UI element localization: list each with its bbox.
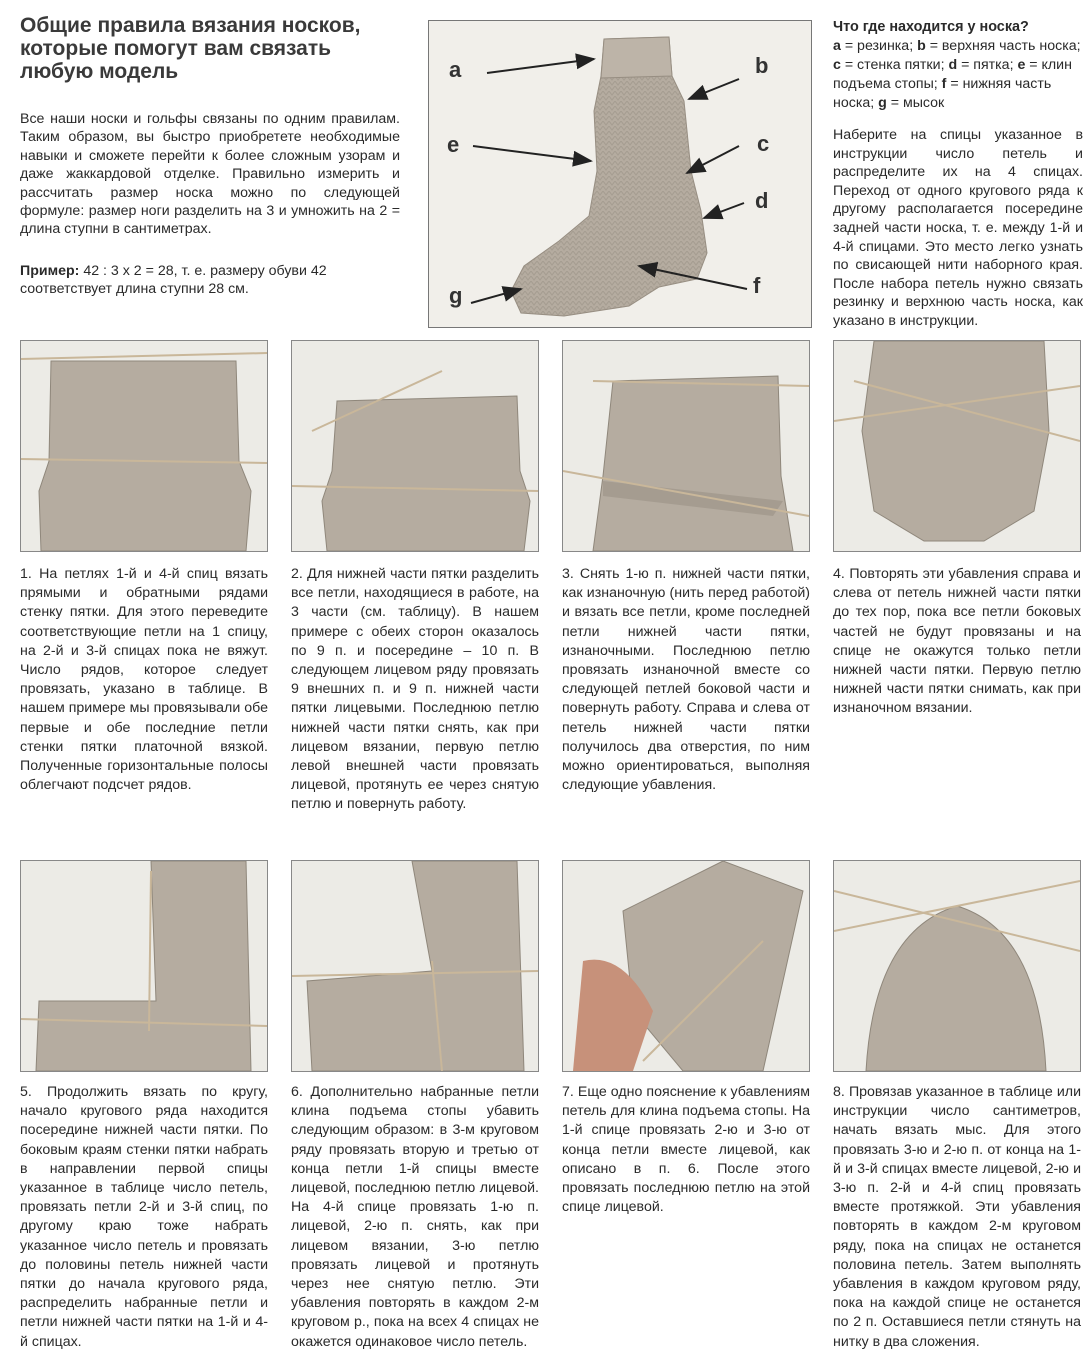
legend-text: = верхняя часть носка;: [925, 38, 1081, 54]
step-5-photo: [20, 860, 268, 1072]
cast-on-instructions: Наберите на спицы указанное в инструкции число петель и распределите их на 4 спицах. Переход от одного кругового ряда к другому располагается посередине задней части носка, т. е. между 1-й и 4-й спицами. Это место легко узнать по свисающей нити наборного края. После набора петель нужно связать резинку и верхнюю часть носка, как указано в инструкции.: [833, 127, 1083, 329]
step-6-photo: [291, 860, 539, 1072]
legend-text: = пятка;: [957, 57, 1018, 73]
intro-text: Все наши носки и гольфы связаны по одним правилам. Таким образом, вы быстро приобретете необходимые навыки и сможете перейти к более сложным узорам и даже жаккардовой отделке. Правильно измерить и рассчитать размер носка можно по следующей формуле: размер ноги разделить на 3 и умножить на 2 = длина ступни в сантиметрах.: [20, 111, 400, 238]
step-2-text: 2. Для нижней части пятки разделить все петли, находящиеся в работе, на 3 части (см. таблицу). В нашем примере с обеих сторон оказалось по 9 п. и посередине – 10 п. В следующем лицевом ряду провязать 9 внешних п. и 9 п. нижней части пятки лицевыми. Последнюю петлю нижней части пятки снять, как при лицевом вязании, первую петлю левой внешней части провязать лицевой, протянуть ее через снятую петлю и повернуть работу.: [291, 566, 539, 813]
legend-text: = клин подъема стопы;: [833, 57, 1072, 92]
legend-key: a: [833, 38, 841, 54]
example-body: 42 : 3 x 2 = 28, т. е. размеру обуви 42 соответствует длина ступни 28 см.: [20, 263, 327, 298]
step-2-photo: [291, 340, 539, 552]
legend-key: d: [948, 57, 958, 73]
arrow-e: [473, 146, 591, 161]
step-6-text: 6. Дополнительно набранные петли клина подъема стопы убавить следующим образом: в 3-м круговом ряду провязать вторую и третью от конца петли 1-й спицы вместе лицевой, последнюю петлю лицевой. На 4-й спице провязать 1-ю п. лицевой, 2-ю п. снять, как при лицевом вязании, 3-ю петлю провязать лицевой и протянуть через нее снятую петлю. Эти убавления повторять в каждом 2-м круговом р., пока на всех 4 спицах не окажется одинаковое число петель.: [291, 1084, 539, 1350]
legend-key: e: [1017, 57, 1026, 73]
step-4-photo: [833, 340, 1081, 552]
example-text: [20, 262, 400, 299]
step-2-illustration: [292, 341, 538, 551]
legend-text: = резинка;: [840, 38, 918, 54]
step-4-illustration: [834, 341, 1080, 551]
label-d: d: [755, 188, 769, 213]
arrow-d: [704, 203, 744, 218]
legend-key: f: [941, 76, 947, 92]
step-5-illustration: [21, 861, 267, 1071]
legend-key: g: [878, 95, 887, 111]
sock-diagram: [428, 20, 812, 328]
step-3-illustration: [563, 341, 809, 551]
step-4-text: 4. Повторять эти убавления справа и слева от петель нижней части пятки до тех пор, пока все петли боковых частей не будут провязаны и на спице не окажутся только петли нижней части пятки. Первую петлю нижней части пятки снимать, как при изнаночном вязании.: [833, 566, 1081, 717]
arrow-c: [687, 146, 739, 173]
step-3-photo: [562, 340, 810, 552]
label-c: c: [757, 131, 770, 156]
step-1-text: 1. На петлях 1-й и 4-й спиц вязать прямыми и обратными рядами стенку пятки. Для этого переведите соответствующие петли на 1 спицу, на 2-й и 3-й спицах пока не вяжут. Число рядов, которое следует провязать, указано в таблице. В нашем примере мы провязывали обе первые и обе последние петли стенки пятки платочной вязкой. Полученные горизонтальные полосы облегчают подсчет рядов.: [20, 566, 268, 794]
label-g: g: [449, 283, 463, 308]
cuff-ribbing: [601, 37, 672, 78]
step-7-illustration: [563, 861, 809, 1071]
step-3-text: 3. Снять 1-ю п. нижней части пятки, как изнаночную (нить перед работой) и вязать все петли, кроме последней петли нижней части пятки, изнаночными. Последнюю петлю провязать изнаночной вместе со следующей петлей боковой части и повернуть работу. Справа и слева от петель нижней части пятки получилось два отверстия, по ним можно ориентироваться, выполняя следующие убавления.: [562, 566, 810, 794]
label-b: b: [755, 53, 769, 78]
step-5-text: 5. Продолжить вязать по кругу, начало кругового ряда находится посередине нижней части пятки. По боковым краям стенки пятки набрать в направлении первой спицы указанное в таблице число петель, провязать петли 2-й и 3-й спиц, по другому краю тоже набрать указанное число петель и провязать до половины петель нижней части пятки до начала кругового ряда, распределить набранные петли и петли нижней части пятки на 1-й и 4-й спицах.: [20, 1084, 268, 1350]
example-label: Пример:: [20, 263, 80, 279]
label-f: f: [753, 273, 761, 298]
legend-text: = мысок: [886, 95, 945, 111]
step-6-illustration: [292, 861, 538, 1071]
parts-legend: [833, 37, 1083, 113]
step-8-text: 8. Провязав указанное в таблице или инструкции число сантиметров, начать вязать мыс. Для этого провязать 3-ю и 2-ю п. от конца на 1-й и 3-й спицах вместе лицевой, 2-ю и 3-ю п. 2-й и 4-й спиц провязать вместе протяжкой. Эти убавления повторять в каждом 2-м круговом ряду, пока на спицах не останется половина петель. Затем выполнять убавления в каждом круговом ряду, пока на каждой спице не останется по 2 п. Оставшиеся петли стянуть на нитку в два сложения.: [833, 1084, 1081, 1350]
arrow-a: [487, 59, 594, 73]
legend-text: = стенка пятки;: [840, 57, 949, 73]
legend-key: c: [833, 57, 841, 73]
legend-text: = нижняя часть носка;: [833, 76, 1052, 111]
step-8-photo: [833, 860, 1081, 1072]
sock-illustration: [429, 21, 811, 327]
step-1-illustration: [21, 341, 267, 551]
page-title: Общие правила вязания носков, которые помогут вам связать любую модель: [20, 14, 361, 83]
label-e: e: [447, 132, 460, 157]
step-1-photo: [20, 340, 268, 552]
arrow-b: [689, 79, 739, 99]
legend-key: b: [917, 38, 926, 54]
step-7-photo: [562, 860, 810, 1072]
label-a: a: [449, 57, 462, 82]
step-7-text: 7. Еще одно пояснение к убавлениям петель для клина подъема стопы. На 1-й спице провязать 2-ю и 3-ю от конца петли вместе лицевой, как описано в п. 6. После этого провязать последнюю петлю на этой спице лицевой.: [562, 1084, 810, 1216]
parts-legend-title: Что где находится у носка?: [833, 19, 1029, 35]
step-8-illustration: [834, 861, 1080, 1071]
